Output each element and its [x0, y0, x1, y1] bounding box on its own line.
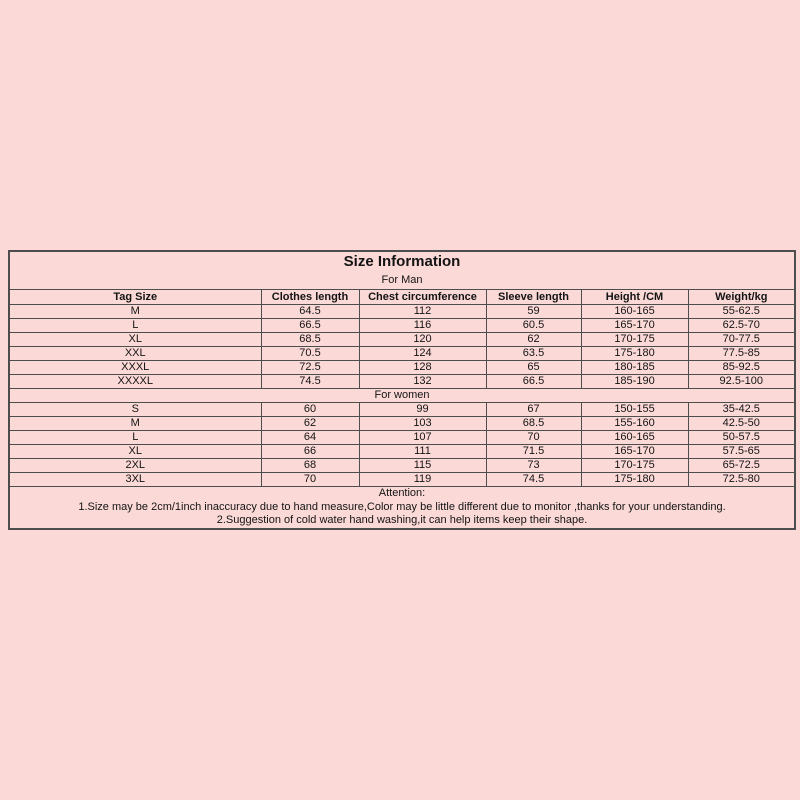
weight-value: 92.5-100: [688, 375, 795, 389]
tag-size-value: XL: [9, 333, 261, 347]
column-header-chest-circumference: Chest circumference: [359, 290, 486, 305]
attention-heading: Attention:: [378, 487, 426, 499]
sleeve-length-value: 68.5: [486, 417, 581, 431]
weight-value: 72.5-80: [688, 473, 795, 487]
attention-section: [9, 487, 795, 529]
weight-value: 57.5-65: [688, 445, 795, 459]
sleeve-length-value: 66.5: [486, 375, 581, 389]
chest-circumference-value: 128: [359, 361, 486, 375]
sleeve-length-value: 62: [486, 333, 581, 347]
table-header-row: [9, 290, 795, 305]
chest-circumference-value: 132: [359, 375, 486, 389]
table-row-men-l: [9, 319, 795, 333]
tag-size-value: L: [9, 431, 261, 445]
height-value: 155-160: [581, 417, 688, 431]
height-value: 160-165: [581, 431, 688, 445]
table-row-women-3xl: [9, 473, 795, 487]
chest-circumference-value: 107: [359, 431, 486, 445]
attention-line-2: 2.Suggestion of cold water hand washing,it can help items keep their shape.: [216, 514, 588, 526]
tag-size-value: XXXL: [9, 361, 261, 375]
page-title: Size Information: [343, 253, 461, 270]
men-section-label: For Man: [381, 274, 423, 286]
clothes-length-value: 68: [261, 459, 359, 473]
attention-line-1: 1.Size may be 2cm/1inch inaccuracy due to hand measure,Color may be little different due to monitor ,thanks for your understanding.: [78, 500, 726, 513]
sleeve-length-value: 65: [486, 361, 581, 375]
clothes-length-value: 70: [261, 473, 359, 487]
weight-value: 62.5-70: [688, 319, 795, 333]
chest-circumference-value: 112: [359, 305, 486, 319]
table-row-men-xl: [9, 333, 795, 347]
tag-size-value: S: [9, 403, 261, 417]
weight-value: 70-77.5: [688, 333, 795, 347]
tag-size-value: XXL: [9, 347, 261, 361]
weight-value: 50-57.5: [688, 431, 795, 445]
clothes-length-value: 72.5: [261, 361, 359, 375]
chest-circumference-value: 119: [359, 473, 486, 487]
height-value: 185-190: [581, 375, 688, 389]
tag-size-value: XXXXL: [9, 375, 261, 389]
chest-circumference-value: 99: [359, 403, 486, 417]
column-header-clothes-length: Clothes length: [261, 290, 359, 305]
clothes-length-value: 64: [261, 431, 359, 445]
clothes-length-value: 60: [261, 403, 359, 417]
tag-size-value: 3XL: [9, 473, 261, 487]
height-value: 175-180: [581, 347, 688, 361]
table-row-women-s: [9, 403, 795, 417]
attention-row: [9, 487, 795, 529]
chest-circumference-value: 124: [359, 347, 486, 361]
table-row-women-l: [9, 431, 795, 445]
weight-value: 65-72.5: [688, 459, 795, 473]
column-header-height-cm: Height /CM: [581, 290, 688, 305]
clothes-length-value: 74.5: [261, 375, 359, 389]
chest-circumference-value: 111: [359, 445, 486, 459]
title-cell: [9, 251, 795, 290]
chest-circumference-value: 116: [359, 319, 486, 333]
height-value: 150-155: [581, 403, 688, 417]
clothes-length-value: 68.5: [261, 333, 359, 347]
height-value: 170-175: [581, 459, 688, 473]
height-value: 170-175: [581, 333, 688, 347]
clothes-length-value: 64.5: [261, 305, 359, 319]
table-row-men-xxxl: [9, 361, 795, 375]
sleeve-length-value: 74.5: [486, 473, 581, 487]
tag-size-value: M: [9, 417, 261, 431]
sleeve-length-value: 63.5: [486, 347, 581, 361]
table-row-women-2xl: [9, 459, 795, 473]
tag-size-value: 2XL: [9, 459, 261, 473]
height-value: 165-170: [581, 445, 688, 459]
sleeve-length-value: 73: [486, 459, 581, 473]
chest-circumference-value: 115: [359, 459, 486, 473]
weight-value: 42.5-50: [688, 417, 795, 431]
tag-size-value: XL: [9, 445, 261, 459]
table-row-women-xl: [9, 445, 795, 459]
column-header-weight-kg: Weight/kg: [688, 290, 795, 305]
table-row-men-xxxxl: [9, 375, 795, 389]
title-row: [9, 251, 795, 290]
height-value: 175-180: [581, 473, 688, 487]
table-row-men-m: [9, 305, 795, 319]
clothes-length-value: 62: [261, 417, 359, 431]
sleeve-length-value: 67: [486, 403, 581, 417]
size-information-table: [8, 250, 796, 530]
weight-value: 35-42.5: [688, 403, 795, 417]
sleeve-length-value: 70: [486, 431, 581, 445]
weight-value: 85-92.5: [688, 361, 795, 375]
weight-value: 55-62.5: [688, 305, 795, 319]
sleeve-length-value: 59: [486, 305, 581, 319]
sleeve-length-value: 71.5: [486, 445, 581, 459]
clothes-length-value: 66: [261, 445, 359, 459]
women-section-label: For women: [9, 389, 795, 403]
clothes-length-value: 70.5: [261, 347, 359, 361]
table-row-women-m: [9, 417, 795, 431]
weight-value: 77.5-85: [688, 347, 795, 361]
chest-circumference-value: 103: [359, 417, 486, 431]
height-value: 180-185: [581, 361, 688, 375]
table-row-men-xxl: [9, 347, 795, 361]
column-header-tag-size: Tag Size: [9, 290, 261, 305]
women-section-row: [9, 389, 795, 403]
height-value: 160-165: [581, 305, 688, 319]
column-header-sleeve-length: Sleeve length: [486, 290, 581, 305]
sleeve-length-value: 60.5: [486, 319, 581, 333]
height-value: 165-170: [581, 319, 688, 333]
tag-size-value: M: [9, 305, 261, 319]
chest-circumference-value: 120: [359, 333, 486, 347]
tag-size-value: L: [9, 319, 261, 333]
clothes-length-value: 66.5: [261, 319, 359, 333]
